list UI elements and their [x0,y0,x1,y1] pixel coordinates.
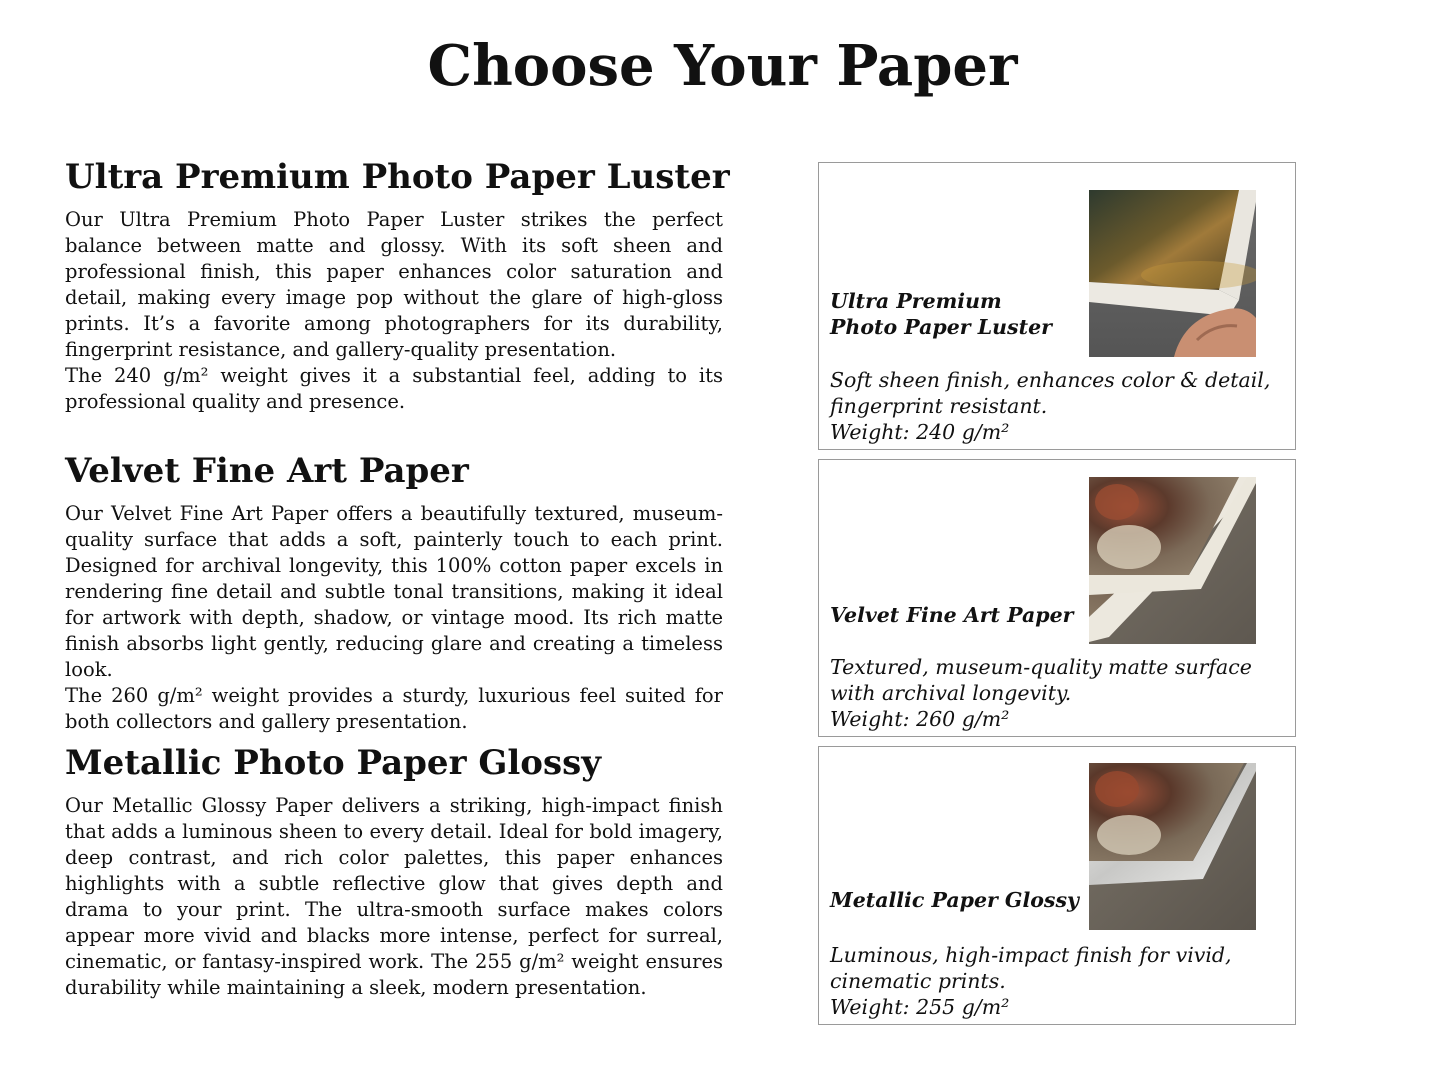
luster-paper-photo-icon [1089,190,1256,357]
section-luster [65,155,730,415]
card-desc-line: fingerprint resistant. [830,394,1048,418]
card-weight: Weight: 260 g/m² [830,707,1010,731]
page-title: Choose Your Paper [427,33,1018,99]
section-metallic [65,741,723,1001]
paper-card-luster [818,162,1296,450]
card-desc-line: Textured, museum-quality matte surface [830,655,1252,679]
card-description [830,654,1285,732]
section-body: Our Velvet Fine Art Paper offers a beautifully textured, museum-quality surface that adds a soft, painterly touch to each print. Designed for archival longevity, this 100% cotton paper excels in rendering fine detail and subtle tonal transitions, making it ideal for artwork with depth, shadow, or vintage mood. Its rich matte finish absorbs light gently, reducing glare and creating a timeless look. [65,502,723,681]
card-paper-name: Ultra Premium Photo Paper Luster [830,289,1052,339]
card-weight: Weight: 255 g/m² [830,995,1010,1019]
section-heading: Ultra Premium Photo Paper Luster [65,157,730,197]
card-description [830,942,1285,1020]
card-description [830,367,1285,445]
card-paper-name: Velvet Fine Art Paper [830,603,1074,627]
section-body: Our Metallic Glossy Paper delivers a striking, high-impact finish that adds a luminous sheen to every detail. Ideal for bold imagery, deep contrast, and rich color palettes, this paper enhances highlights with a subtle reflective glow that gives depth and drama to your print. The ultra-smooth surface makes colors appear more vivid and blacks more intense, perfect for surreal, cinematic, or fantasy-inspired work. The 255 g/m² weight ensures durability while maintaining a sleek, modern presentation. [65,794,723,999]
paper-card-velvet [818,459,1296,737]
card-desc-line: cinematic prints. [830,969,1006,993]
section-body: Our Ultra Premium Photo Paper Luster strikes the perfect balance between matte and glossy. With its soft sheen and professional finish, this paper enhances color saturation and detail, making every image pop without the glare of high-gloss prints. It’s a favorite among photographers for its durability, fingerprint resistance, and gallery-quality presentation. [65,208,723,361]
paper-card-metallic [818,746,1296,1025]
card-desc-line: Luminous, high-impact finish for vivid, [830,943,1232,967]
section-weight-text: The 260 g/m² weight provides a sturdy, luxurious feel suited for both collectors and gallery presentation. [65,684,723,733]
card-weight: Weight: 240 g/m² [830,420,1010,444]
metallic-paper-photo-icon [1089,763,1256,930]
section-velvet [65,449,723,735]
section-heading: Velvet Fine Art Paper [65,451,469,491]
section-weight-text: The 240 g/m² weight gives it a substantial feel, adding to its professional quality and presence. [65,364,723,413]
card-paper-name: Metallic Paper Glossy [830,888,1079,912]
card-desc-line: with archival longevity. [830,681,1072,705]
card-desc-line: Soft sheen finish, enhances color & detail, [830,368,1271,392]
velvet-paper-photo-icon [1089,477,1256,644]
section-heading: Metallic Photo Paper Glossy [65,743,601,783]
